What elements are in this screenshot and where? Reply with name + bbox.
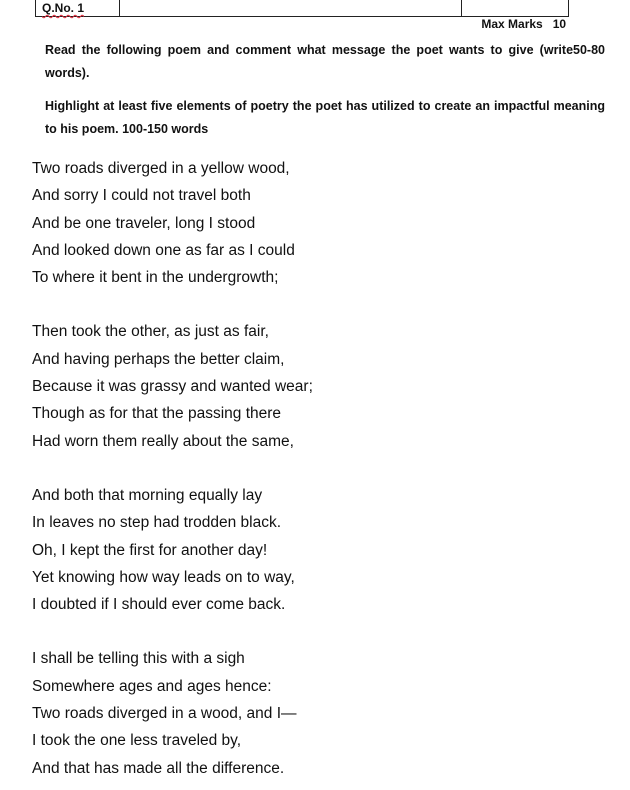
poem-line: And sorry I could not travel both: [32, 187, 251, 205]
max-marks-cell: [462, 0, 568, 31]
stanza-3: [32, 482, 432, 618]
poem-line: Yet knowing how way leads on to way,: [32, 568, 295, 586]
question-number: Q.No. 1: [42, 1, 85, 15]
poem-line: I took the one less traveled by,: [32, 732, 242, 750]
poem-line: Oh, I kept the first for another day!: [32, 541, 268, 559]
poem-line: Two roads diverged in a wood, and I—: [32, 705, 297, 723]
poem-line: And that has made all the difference.: [32, 759, 285, 777]
poem-line: Somewhere ages and ages hence:: [32, 677, 272, 695]
poem: [32, 155, 432, 782]
poem-line: I doubted if I should ever come back.: [32, 596, 286, 614]
stanza-1: [32, 155, 432, 291]
poem-line: Had worn them really about the same,: [32, 432, 294, 450]
poem-line: Because it was grassy and wanted wear;: [32, 378, 313, 396]
poem-line: And looked down one as far as I could: [32, 241, 295, 259]
question-header-table: [35, 0, 569, 31]
poem-line: I shall be telling this with a sigh: [32, 650, 245, 668]
poem-line: Though as for that the passing there: [32, 405, 282, 423]
poem-line: And be one traveler, long I stood: [32, 214, 256, 232]
stanza-2: [32, 318, 432, 454]
instruction-message: Read the following poem and comment what message the poet wants to give (write50-80 words).: [45, 43, 605, 80]
blank-cell: [120, 0, 462, 16]
poem-line: Two roads diverged in a yellow wood,: [32, 160, 290, 177]
instructions: [45, 39, 605, 141]
poem-line: In leaves no step had trodden black.: [32, 514, 282, 532]
poem-line: And having perhaps the better claim,: [32, 350, 285, 368]
poem-line: To where it bent in the undergrowth;: [32, 269, 279, 287]
max-marks: Max Marks 10: [481, 17, 567, 31]
poem-line: And both that morning equally lay: [32, 486, 263, 504]
stanza-4: [32, 645, 432, 781]
poem-line: Then took the other, as just as fair,: [32, 323, 269, 341]
instruction-elements: Highlight at least five elements of poetry the poet has utilized to create an impactful meaning to his poem. 100-150 words: [45, 99, 605, 136]
question-number-cell: [36, 0, 120, 16]
